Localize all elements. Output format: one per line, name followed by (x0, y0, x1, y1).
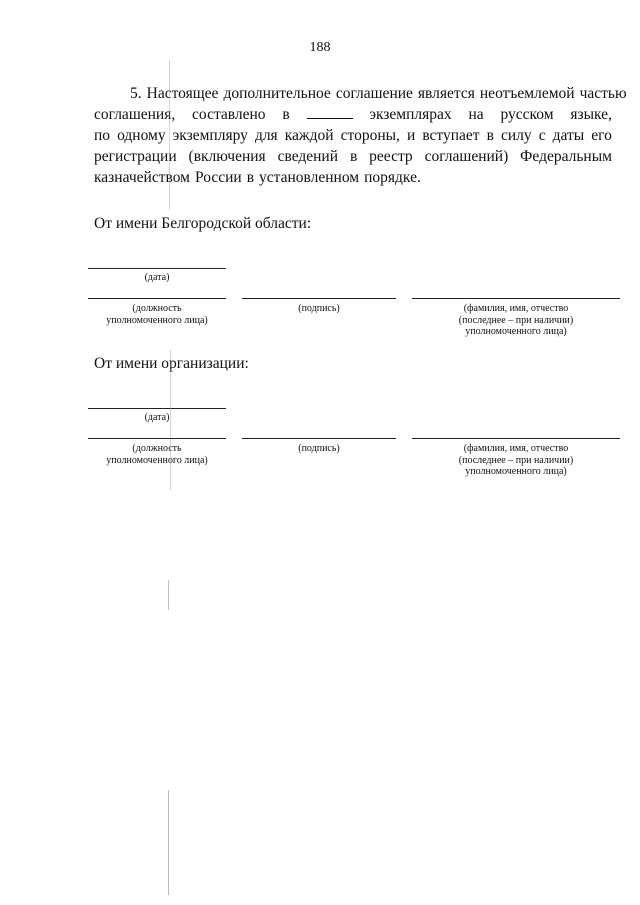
date-line (88, 408, 226, 409)
paragraph-word: для (254, 127, 278, 144)
paragraph-word: (включения (188, 148, 266, 165)
paragraph-word: экземпляру (172, 127, 248, 144)
paragraph-word: соглашения, (94, 106, 176, 123)
name-line (412, 438, 620, 439)
position-caption (80, 303, 234, 326)
paragraph-word: дополнительное (223, 85, 331, 102)
paragraph-word: каждой (284, 127, 334, 144)
paragraph-word: в (486, 127, 494, 144)
position-line (88, 298, 226, 299)
position-line (88, 438, 226, 439)
name-caption (412, 443, 620, 478)
signature-line (242, 298, 396, 299)
paragraph-line (94, 125, 612, 146)
paragraph-word: 5. (130, 85, 142, 102)
paragraph-word: частью (579, 85, 627, 102)
paragraph-word: соглашение (335, 85, 413, 102)
paragraph-word: Федеральным (520, 148, 612, 165)
name-caption (412, 303, 620, 338)
paragraph-word: на (468, 106, 484, 123)
caption-line: (последнее – при наличии) (458, 314, 574, 326)
paragraph-word: установленном (259, 169, 360, 186)
paragraph-word: казначейством (94, 169, 190, 186)
paragraph-word: его (591, 127, 612, 144)
scan-artifact (170, 350, 171, 490)
paragraph-word: стороны, (340, 127, 400, 144)
copies-count-blank (307, 104, 353, 119)
paragraph-word: русском (500, 106, 554, 123)
paragraph-word: является (417, 85, 475, 102)
party-heading: От имени организации: (94, 355, 249, 372)
caption-line: (фамилия, имя, отчество (463, 443, 569, 454)
caption-line: (фамилия, имя, отчество (463, 303, 569, 314)
scan-artifact (169, 60, 170, 210)
paragraph-word: реестр (369, 148, 413, 165)
paragraph-word: даты (552, 127, 585, 144)
date-caption: (дата) (144, 412, 170, 423)
caption-line: уполномоченного лица) (106, 314, 208, 326)
paragraph-word: Настоящее (146, 85, 219, 102)
clause-5-paragraph (94, 83, 627, 188)
paragraph-word: и (406, 127, 416, 144)
paragraph-word: в (282, 106, 290, 123)
paragraph-line (94, 104, 612, 125)
caption-line: (последнее – при наличии) (458, 454, 574, 466)
paragraph-word: соглашений) (424, 148, 509, 165)
paragraph-line (94, 167, 612, 188)
paragraph-word: порядке. (364, 169, 421, 186)
paragraph-word: в (246, 169, 255, 186)
paragraph-word: сведений (277, 148, 339, 165)
paragraph-word: в (349, 148, 358, 165)
date-line (88, 268, 226, 269)
signature-caption: (подпись) (298, 303, 340, 314)
paragraph-word: одному (117, 127, 166, 144)
paragraph-word: силу (501, 127, 532, 144)
caption-line: уполномоченного лица) (465, 326, 567, 337)
paragraph-word: России (194, 169, 242, 186)
paragraph-word: языке, (570, 106, 612, 123)
scan-artifact (168, 580, 169, 610)
signature-caption: (подпись) (298, 443, 340, 454)
paragraph-word: регистрации (94, 148, 177, 165)
caption-line: (должность (132, 303, 182, 314)
paragraph-word: по (94, 127, 111, 144)
paragraph-word: неотъемлемой (479, 85, 575, 102)
position-caption (80, 443, 234, 466)
page-number: 188 (309, 40, 331, 55)
scan-artifact (168, 790, 169, 895)
caption-line: (должность (132, 443, 182, 454)
party-heading: От имени Белгородской области: (94, 215, 312, 232)
paragraph-word: составлено (192, 106, 266, 123)
signature-line (242, 438, 396, 439)
paragraph-word: экземплярах (369, 106, 452, 123)
paragraph-line (94, 83, 627, 104)
caption-line: уполномоченного лица) (465, 466, 567, 477)
paragraph-line (94, 146, 612, 167)
date-caption: (дата) (144, 272, 170, 283)
paragraph-word: вступает (422, 127, 480, 144)
caption-line: уполномоченного лица) (106, 454, 208, 466)
paragraph-word: с (538, 127, 546, 144)
name-line (412, 298, 620, 299)
